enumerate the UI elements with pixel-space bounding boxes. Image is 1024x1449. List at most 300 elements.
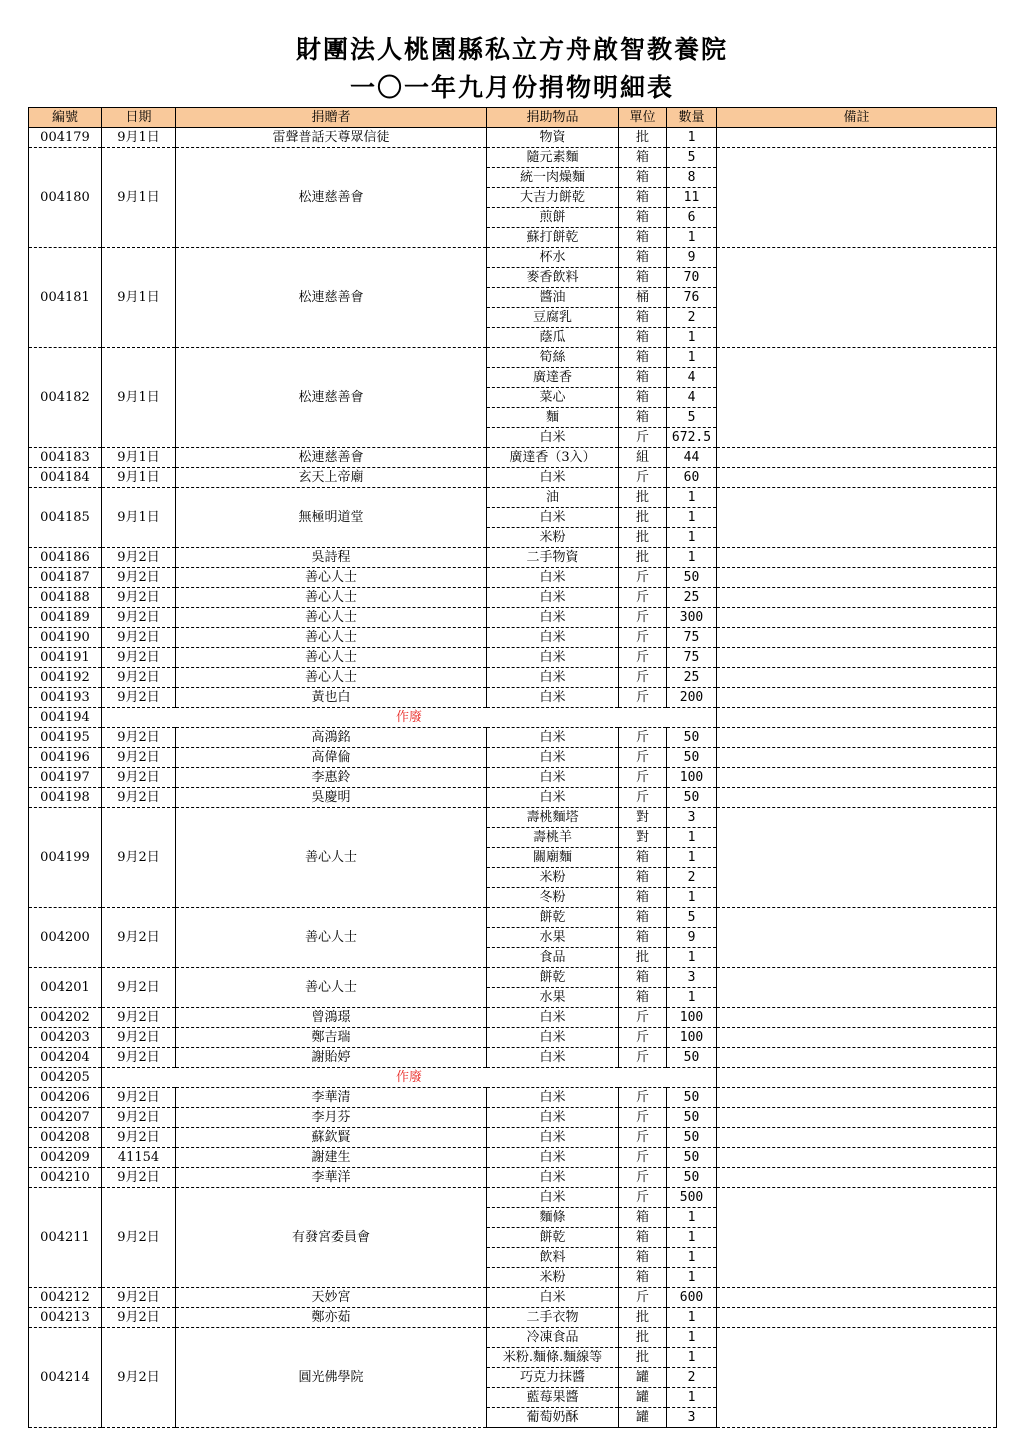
cell-quantity: 1: [667, 228, 717, 248]
cell-unit: 箱: [619, 188, 667, 208]
cell-id: 004205: [29, 1068, 102, 1088]
cell-donor: 雷聲普話天尊眾信徒: [176, 128, 487, 148]
cell-unit: 斤: [619, 468, 667, 488]
cell-quantity: 600: [667, 1288, 717, 1308]
cell-quantity: 50: [667, 728, 717, 748]
cell-remarks: [717, 148, 997, 248]
cell-id: 004195: [29, 728, 102, 748]
cell-date: 9月2日: [102, 1128, 176, 1148]
cell-donor: 天妙宮: [176, 1288, 487, 1308]
cell-remarks: [717, 568, 997, 588]
cell-quantity: 200: [667, 688, 717, 708]
cell-donor: 李月芬: [176, 1108, 487, 1128]
cell-date: 9月2日: [102, 1328, 176, 1428]
cell-item: 白米: [487, 1048, 619, 1068]
cell-item: 杯水: [487, 248, 619, 268]
cell-unit: 箱: [619, 1208, 667, 1228]
cell-unit: 組: [619, 448, 667, 468]
cell-item: 白米: [487, 648, 619, 668]
cell-date: 9月2日: [102, 968, 176, 1008]
cell-quantity: 2: [667, 308, 717, 328]
table-row: [29, 1048, 997, 1068]
cell-unit: 箱: [619, 848, 667, 868]
cell-id: 004194: [29, 708, 102, 728]
cell-item: 巧克力抹醬: [487, 1368, 619, 1388]
cell-quantity: 4: [667, 368, 717, 388]
cell-remarks: [717, 488, 997, 548]
cell-unit: 箱: [619, 1248, 667, 1268]
cell-donor: 高鴻銘: [176, 728, 487, 748]
table-row: [29, 488, 997, 508]
cell-unit: 對: [619, 808, 667, 828]
cell-date: 9月2日: [102, 768, 176, 788]
table-row: [29, 568, 997, 588]
cell-unit: 批: [619, 1308, 667, 1328]
cell-unit: 斤: [619, 568, 667, 588]
cell-quantity: 60: [667, 468, 717, 488]
cell-donor: 善心人士: [176, 668, 487, 688]
cell-item: 冬粉: [487, 888, 619, 908]
cell-donor: 李華清: [176, 1088, 487, 1108]
cell-item: 筍絲: [487, 348, 619, 368]
cell-id: 004214: [29, 1328, 102, 1428]
cell-date: 9月1日: [102, 128, 176, 148]
table-row: [29, 1288, 997, 1308]
cell-quantity: 1: [667, 1348, 717, 1368]
table-row: [29, 768, 997, 788]
cell-item: 白米: [487, 748, 619, 768]
cell-id: 004212: [29, 1288, 102, 1308]
cell-date: 9月2日: [102, 1108, 176, 1128]
cell-quantity: 50: [667, 568, 717, 588]
table-row: [29, 608, 997, 628]
header-unit: 單位: [619, 108, 667, 128]
cell-item: 葡萄奶酥: [487, 1408, 619, 1428]
cell-quantity: 1: [667, 328, 717, 348]
cell-donor: 善心人士: [176, 628, 487, 648]
cell-date: 9月1日: [102, 248, 176, 348]
cell-unit: 斤: [619, 628, 667, 648]
cell-id: 004204: [29, 1048, 102, 1068]
cell-id: 004186: [29, 548, 102, 568]
table-row: [29, 1028, 997, 1048]
cell-item: 白米: [487, 1188, 619, 1208]
cell-unit: 箱: [619, 1228, 667, 1248]
cell-unit: 箱: [619, 308, 667, 328]
cell-remarks: [717, 128, 997, 148]
cell-date: 9月2日: [102, 668, 176, 688]
cell-donor: 玄天上帝廟: [176, 468, 487, 488]
cell-date: 9月2日: [102, 1288, 176, 1308]
cell-remarks: [717, 248, 997, 348]
cell-remarks: [717, 1308, 997, 1328]
cell-id: 004197: [29, 768, 102, 788]
cell-date: 9月1日: [102, 468, 176, 488]
cell-unit: 箱: [619, 868, 667, 888]
cell-id: 004210: [29, 1168, 102, 1188]
cell-unit: 箱: [619, 168, 667, 188]
cell-unit: 箱: [619, 408, 667, 428]
table-row: [29, 1308, 997, 1328]
cell-item: 白米: [487, 608, 619, 628]
cell-remarks: [717, 768, 997, 788]
cell-remarks: [717, 1148, 997, 1168]
document-subtitle: 一〇一年九月份捐物明細表: [349, 73, 674, 102]
cell-id: 004185: [29, 488, 102, 548]
header-quantity: 數量: [667, 108, 717, 128]
cell-quantity: 1: [667, 348, 717, 368]
cell-id: 004203: [29, 1028, 102, 1048]
cell-quantity: 500: [667, 1188, 717, 1208]
cell-item: 白米: [487, 1088, 619, 1108]
cell-id: 004183: [29, 448, 102, 468]
cell-id: 004191: [29, 648, 102, 668]
cell-item: 麥香飲料: [487, 268, 619, 288]
cell-item: 白米: [487, 728, 619, 748]
table-row: [29, 248, 997, 268]
cell-unit: 箱: [619, 228, 667, 248]
cell-quantity: 1: [667, 1308, 717, 1328]
cell-item: 白米: [487, 1148, 619, 1168]
table-row: [29, 1128, 997, 1148]
cell-unit: 斤: [619, 428, 667, 448]
table-row: [29, 1168, 997, 1188]
cell-date: 9月2日: [102, 788, 176, 808]
cell-date: 9月2日: [102, 908, 176, 968]
cell-item: 油: [487, 488, 619, 508]
cell-unit: 斤: [619, 1108, 667, 1128]
cell-unit: 箱: [619, 368, 667, 388]
table-row: [29, 648, 997, 668]
cell-item: 物資: [487, 128, 619, 148]
cell-quantity: 4: [667, 388, 717, 408]
cell-item: 壽桃麵塔: [487, 808, 619, 828]
cell-quantity: 1: [667, 948, 717, 968]
cell-id: 004193: [29, 688, 102, 708]
table-row: [29, 808, 997, 828]
cell-item: 白米: [487, 588, 619, 608]
cell-unit: 斤: [619, 1008, 667, 1028]
cell-quantity: 1: [667, 848, 717, 868]
cell-date: 9月2日: [102, 1168, 176, 1188]
cell-date: 9月2日: [102, 548, 176, 568]
cell-unit: 斤: [619, 1088, 667, 1108]
cell-item: 餅乾: [487, 908, 619, 928]
cell-quantity: 50: [667, 1108, 717, 1128]
cell-donor: 鄭亦茹: [176, 1308, 487, 1328]
header-donor: 捐贈者: [176, 108, 487, 128]
table-row: [29, 688, 997, 708]
cell-quantity: 50: [667, 748, 717, 768]
cell-item: 白米: [487, 568, 619, 588]
cell-unit: 斤: [619, 648, 667, 668]
cell-remarks: [717, 1188, 997, 1288]
cell-quantity: 70: [667, 268, 717, 288]
cell-item: 食品: [487, 948, 619, 968]
cell-unit: 批: [619, 948, 667, 968]
cell-donor: 曾鴻璟: [176, 1008, 487, 1028]
cell-quantity: 1: [667, 1248, 717, 1268]
cell-item: 白米: [487, 788, 619, 808]
table-row: [29, 548, 997, 568]
cell-quantity: 5: [667, 408, 717, 428]
cell-quantity: 3: [667, 1408, 717, 1428]
cell-unit: 斤: [619, 788, 667, 808]
cell-item: 米粉.麵條.麵線等: [487, 1348, 619, 1368]
cell-quantity: 25: [667, 668, 717, 688]
cell-item: 白米: [487, 1168, 619, 1188]
cell-item: 白米: [487, 628, 619, 648]
cell-id: 004208: [29, 1128, 102, 1148]
table-row: [29, 628, 997, 648]
cell-unit: 箱: [619, 208, 667, 228]
cell-date: 41154: [102, 1148, 176, 1168]
cell-date: 9月2日: [102, 748, 176, 768]
table-header-row: [29, 108, 997, 128]
cell-unit: 罐: [619, 1368, 667, 1388]
cell-remarks: [717, 788, 997, 808]
cell-donor: 無極明道堂: [176, 488, 487, 548]
cell-donor: 吳詩程: [176, 548, 487, 568]
cell-unit: 斤: [619, 1128, 667, 1148]
cell-unit: 批: [619, 488, 667, 508]
table-row-void: [29, 1068, 997, 1088]
table-row: [29, 348, 997, 368]
cell-donor: 松連慈善會: [176, 248, 487, 348]
cell-remarks: [717, 1028, 997, 1048]
cell-id: 004198: [29, 788, 102, 808]
cell-unit: 斤: [619, 668, 667, 688]
cell-id: 004182: [29, 348, 102, 448]
cell-item: 白米: [487, 1008, 619, 1028]
cell-quantity: 2: [667, 868, 717, 888]
cell-id: 004211: [29, 1188, 102, 1288]
cell-date: 9月2日: [102, 1088, 176, 1108]
cell-item: 蔭瓜: [487, 328, 619, 348]
cell-unit: 罐: [619, 1388, 667, 1408]
cell-quantity: 5: [667, 148, 717, 168]
cell-quantity: 50: [667, 1148, 717, 1168]
cell-unit: 箱: [619, 348, 667, 368]
cell-unit: 批: [619, 548, 667, 568]
cell-item: 醬油: [487, 288, 619, 308]
cell-unit: 斤: [619, 768, 667, 788]
table-row: [29, 1088, 997, 1108]
cell-remarks: [717, 1168, 997, 1188]
cell-unit: 批: [619, 128, 667, 148]
cell-unit: 批: [619, 1328, 667, 1348]
cell-item: 隨元素麵: [487, 148, 619, 168]
cell-date: 9月2日: [102, 1028, 176, 1048]
cell-item: 菜心: [487, 388, 619, 408]
cell-quantity: 1: [667, 528, 717, 548]
cell-remarks: [717, 908, 997, 968]
cell-unit: 斤: [619, 1168, 667, 1188]
cell-unit: 對: [619, 828, 667, 848]
cell-id: 004192: [29, 668, 102, 688]
cell-quantity: 50: [667, 1088, 717, 1108]
cell-id: 004206: [29, 1088, 102, 1108]
cell-date: 9月2日: [102, 628, 176, 648]
cell-item: 豆腐乳: [487, 308, 619, 328]
cell-unit: 批: [619, 508, 667, 528]
cell-quantity: 50: [667, 788, 717, 808]
cell-unit: 斤: [619, 608, 667, 628]
cell-donor: 李華洋: [176, 1168, 487, 1188]
header-item: 捐助物品: [487, 108, 619, 128]
cell-donor: 善心人士: [176, 588, 487, 608]
cell-item: 米粉: [487, 868, 619, 888]
cell-id: 004213: [29, 1308, 102, 1328]
cell-donor: 善心人士: [176, 908, 487, 968]
cell-donor: 李惠鈴: [176, 768, 487, 788]
cell-quantity: 100: [667, 1008, 717, 1028]
cell-remarks: [717, 648, 997, 668]
cell-unit: 斤: [619, 588, 667, 608]
cell-unit: 箱: [619, 888, 667, 908]
cell-quantity: 8: [667, 168, 717, 188]
cell-date: 9月1日: [102, 348, 176, 448]
cell-date: 9月2日: [102, 648, 176, 668]
cell-item: 廣達香（3入）: [487, 448, 619, 468]
cell-item: 蘇打餅乾: [487, 228, 619, 248]
cell-item: 米粉: [487, 1268, 619, 1288]
cell-id: 004199: [29, 808, 102, 908]
cell-remarks: [717, 448, 997, 468]
cell-quantity: 100: [667, 768, 717, 788]
cell-quantity: 11: [667, 188, 717, 208]
cell-donor: 高偉倫: [176, 748, 487, 768]
cell-quantity: 75: [667, 628, 717, 648]
cell-quantity: 75: [667, 648, 717, 668]
cell-item: 水果: [487, 988, 619, 1008]
cell-id: 004184: [29, 468, 102, 488]
table-row: [29, 468, 997, 488]
cell-item: 大吉力餅乾: [487, 188, 619, 208]
cell-void-status: 作廢: [102, 708, 717, 728]
cell-remarks: [717, 608, 997, 628]
donation-table: [28, 107, 997, 1428]
cell-item: 麵: [487, 408, 619, 428]
cell-unit: 箱: [619, 248, 667, 268]
cell-unit: 箱: [619, 328, 667, 348]
table-row: [29, 588, 997, 608]
cell-id: 004201: [29, 968, 102, 1008]
cell-remarks: [717, 688, 997, 708]
cell-unit: 箱: [619, 968, 667, 988]
cell-item: 廣達香: [487, 368, 619, 388]
table-body: [29, 128, 997, 1428]
cell-id: 004207: [29, 1108, 102, 1128]
cell-quantity: 672.5: [667, 428, 717, 448]
cell-donor: 黃也白: [176, 688, 487, 708]
cell-item: 關廟麵: [487, 848, 619, 868]
cell-remarks: [717, 1008, 997, 1028]
table-row: [29, 968, 997, 988]
cell-donor: 松連慈善會: [176, 348, 487, 448]
cell-quantity: 1: [667, 508, 717, 528]
cell-item: 米粉: [487, 528, 619, 548]
cell-item: 白米: [487, 768, 619, 788]
cell-donor: 鄭吉瑞: [176, 1028, 487, 1048]
cell-remarks: [717, 1328, 997, 1428]
document-title: 財團法人桃園縣私立方舟啟智教養院: [295, 35, 728, 64]
cell-date: 9月2日: [102, 1188, 176, 1288]
table-row: [29, 1008, 997, 1028]
header-date: 日期: [102, 108, 176, 128]
cell-unit: 罐: [619, 1408, 667, 1428]
cell-date: 9月2日: [102, 608, 176, 628]
cell-id: 004179: [29, 128, 102, 148]
cell-quantity: 1: [667, 128, 717, 148]
cell-donor: 善心人士: [176, 968, 487, 1008]
cell-item: 二手衣物: [487, 1308, 619, 1328]
cell-quantity: 9: [667, 248, 717, 268]
cell-remarks: [717, 1128, 997, 1148]
cell-quantity: 1: [667, 1328, 717, 1348]
cell-void-status: 作廢: [102, 1068, 717, 1088]
cell-remarks: [717, 708, 997, 728]
cell-remarks: [717, 1068, 997, 1088]
table-row: [29, 1328, 997, 1348]
cell-item: 白米: [487, 1108, 619, 1128]
cell-id: 004209: [29, 1148, 102, 1168]
cell-donor: 松連慈善會: [176, 148, 487, 248]
cell-quantity: 3: [667, 968, 717, 988]
cell-id: 004189: [29, 608, 102, 628]
cell-item: 二手物資: [487, 548, 619, 568]
cell-item: 藍莓果醬: [487, 1388, 619, 1408]
cell-date: 9月2日: [102, 728, 176, 748]
cell-item: 白米: [487, 508, 619, 528]
cell-remarks: [717, 1288, 997, 1308]
cell-remarks: [717, 748, 997, 768]
cell-id: 004188: [29, 588, 102, 608]
table-row: [29, 788, 997, 808]
cell-remarks: [717, 548, 997, 568]
table-row: [29, 728, 997, 748]
table-row: [29, 128, 997, 148]
cell-date: 9月2日: [102, 1048, 176, 1068]
cell-item: 統一肉燥麵: [487, 168, 619, 188]
cell-unit: 斤: [619, 1148, 667, 1168]
cell-donor: 謝貽婷: [176, 1048, 487, 1068]
cell-quantity: 5: [667, 908, 717, 928]
cell-remarks: [717, 1088, 997, 1108]
cell-remarks: [717, 348, 997, 448]
cell-item: 冷凍食品: [487, 1328, 619, 1348]
cell-quantity: 3: [667, 808, 717, 828]
cell-unit: 箱: [619, 268, 667, 288]
table-row: [29, 1188, 997, 1208]
cell-quantity: 2: [667, 1368, 717, 1388]
cell-unit: 桶: [619, 288, 667, 308]
cell-unit: 批: [619, 1348, 667, 1368]
cell-donor: 善心人士: [176, 808, 487, 908]
cell-quantity: 1: [667, 828, 717, 848]
cell-remarks: [717, 808, 997, 908]
cell-quantity: 1: [667, 1208, 717, 1228]
cell-donor: 蘇欽賢: [176, 1128, 487, 1148]
table-row-void: [29, 708, 997, 728]
table-row: [29, 148, 997, 168]
cell-unit: 箱: [619, 908, 667, 928]
cell-date: 9月2日: [102, 1008, 176, 1028]
cell-quantity: 1: [667, 548, 717, 568]
cell-unit: 斤: [619, 1188, 667, 1208]
cell-unit: 斤: [619, 1288, 667, 1308]
cell-date: 9月2日: [102, 808, 176, 908]
